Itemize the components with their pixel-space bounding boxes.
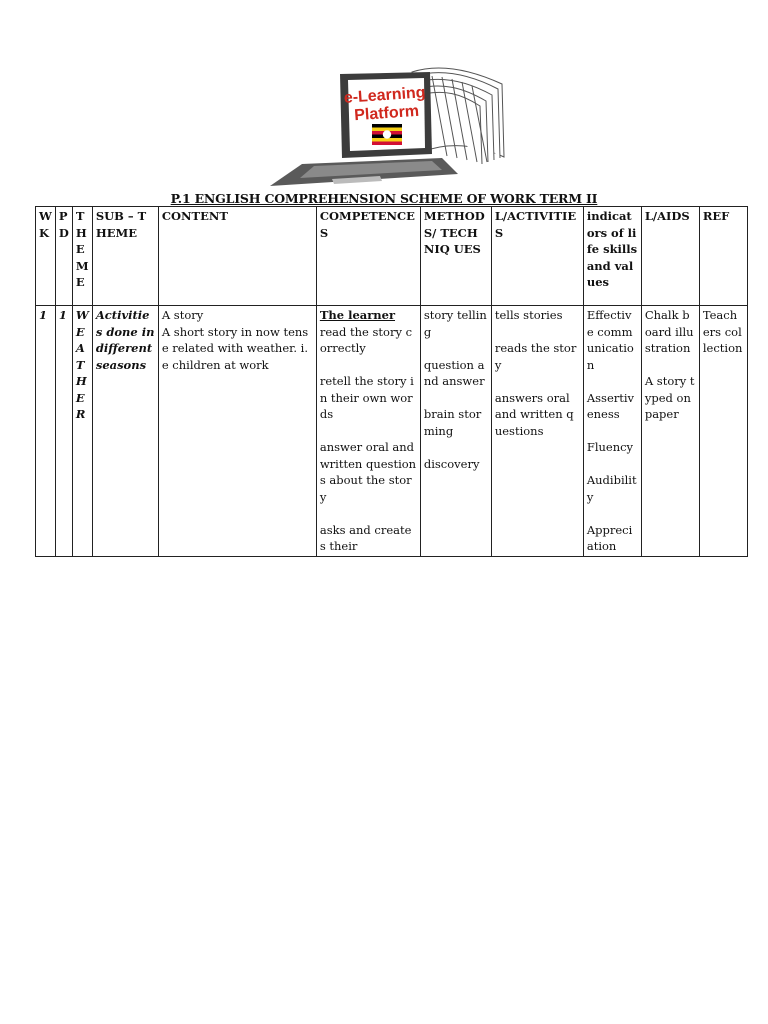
cell-theme: W E A T H E R bbox=[72, 306, 92, 557]
header-activities: L/ACTIVITIE S bbox=[491, 207, 583, 306]
cell-content: A story A short story in now tense related with weather. i.e children at work bbox=[158, 306, 316, 557]
header-competences: COMPETENCES bbox=[316, 207, 420, 306]
logo-line1: e-Learning bbox=[343, 84, 427, 107]
table-row bbox=[36, 306, 748, 557]
header-indicators: indicat ors of life skills and values bbox=[583, 207, 641, 306]
header-content: CONTENT bbox=[158, 207, 316, 306]
header-sub-theme: SUB – THEME bbox=[92, 207, 158, 306]
scheme-of-work-table bbox=[35, 206, 748, 557]
cell-sub-theme: Activities done in different seasons bbox=[92, 306, 158, 557]
cell-aids: Chalk board illustration A story typed on paper bbox=[641, 306, 699, 557]
e-learning-platform-logo bbox=[262, 62, 512, 192]
header-methods: METHOD S/ TECHNIQ UES bbox=[420, 207, 491, 306]
document-title: P.1 ENGLISH COMPREHENSION SCHEME OF WORK TERM II bbox=[170, 191, 598, 206]
logo-line2: Platform bbox=[353, 102, 420, 125]
cell-competences: The learner read the story correctly retell the story in their own words answer oral and written questions about the story asks and creates their bbox=[316, 306, 420, 557]
header-ref: REF bbox=[699, 207, 747, 306]
cell-indicators: Effective communication Assertiveness Fluency Audibility Appreciation bbox=[583, 306, 641, 557]
header-wk: W K bbox=[36, 207, 56, 306]
cell-activities: tells stories reads the story answers oral and written questions bbox=[491, 306, 583, 557]
header-aids: L/AIDS bbox=[641, 207, 699, 306]
header-pd: P D bbox=[55, 207, 72, 306]
cell-pd: 1 bbox=[55, 306, 72, 557]
cell-ref: Teachers collection bbox=[699, 306, 747, 557]
cell-wk: 1 bbox=[36, 306, 56, 557]
table-header-row bbox=[36, 207, 748, 306]
cell-methods: story telling question and answer brain storming discovery bbox=[420, 306, 491, 557]
header-theme: T H E M E bbox=[72, 207, 92, 306]
uganda-flag-icon bbox=[372, 124, 402, 145]
